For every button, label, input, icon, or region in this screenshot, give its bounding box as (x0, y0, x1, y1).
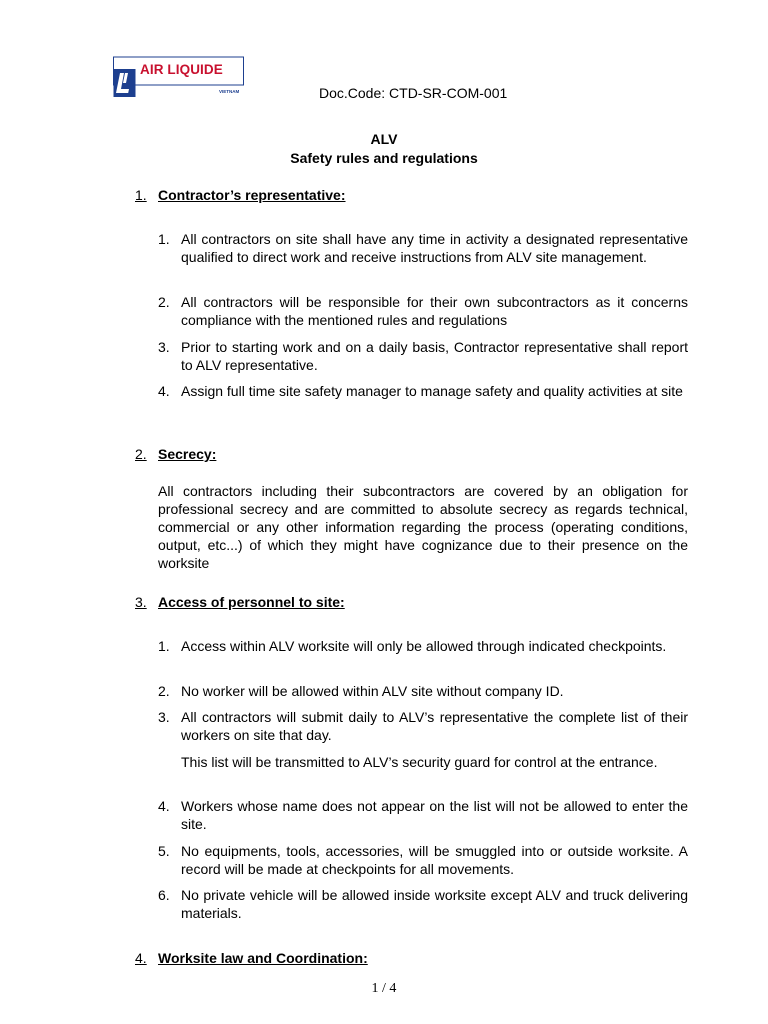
list-item (158, 682, 688, 700)
list-item (158, 797, 688, 833)
list-item (158, 886, 688, 922)
section-number: 1. (135, 187, 147, 203)
section-number: 4. (135, 950, 147, 966)
list-item-number: 6. (158, 887, 170, 903)
list-item-text: Access within ALV worksite will only be allowed through indicated checkpoints. (181, 638, 667, 654)
list-item (158, 708, 688, 744)
section-heading-secrecy (135, 445, 216, 463)
list-item (158, 382, 688, 400)
list-item-text: Prior to starting work and on a daily basis, Contractor representative shall report to ALV representative. (181, 339, 688, 373)
air-liquide-logo (113, 56, 245, 98)
section-number: 2. (135, 446, 147, 462)
doc-code: Doc.Code: CTD-SR-COM-001 (319, 85, 508, 101)
list-item-continuation: This list will be transmitted to ALV’s security guard for control at the entrance. (181, 754, 658, 770)
list-item (158, 338, 688, 374)
section-number: 3. (135, 594, 147, 610)
list-item-text: No private vehicle will be allowed inside worksite except ALV and truck delivering materials. (181, 887, 688, 921)
section-heading-worksite-law (135, 949, 368, 967)
section-title: Contractor’s representative: (158, 187, 346, 203)
section-title: Worksite law and Coordination: (158, 950, 368, 966)
list-item-text: Assign full time site safety manager to manage safety and quality activities at site (181, 383, 683, 399)
list-item-number: 5. (158, 843, 170, 859)
section-heading-contractor-representative (135, 186, 346, 204)
list-item-number: 2. (158, 683, 170, 699)
list-item-number: 1. (158, 638, 170, 654)
list-item-number: 1. (158, 231, 170, 247)
list-item-number: 3. (158, 709, 170, 725)
logo-wordmark: AIR LIQUIDE (140, 62, 223, 77)
list-item-number: 2. (158, 294, 170, 310)
list-item-number: 4. (158, 383, 170, 399)
secrecy-paragraph: All contractors including their subcontractors are covered by an obligation for professional secrecy and are committed to absolute secrecy as regards technical, commercial or any other information regarding the process (operating conditions, output, etc...) of which they might have cognizance due to their presence on the worksite (158, 483, 688, 571)
section-title: Access of personnel to site: (158, 594, 345, 610)
logo-subtext: VIETNAM (219, 89, 240, 94)
list-item-number: 3. (158, 339, 170, 355)
list-item-text: All contractors will submit daily to ALV’s representative the complete list of their workers on site that day. (181, 709, 688, 743)
document-subtitle: Safety rules and regulations (290, 150, 478, 166)
section-title: Secrecy: (158, 446, 217, 462)
section-heading-access-of-personnel (135, 593, 345, 611)
list-item (158, 842, 688, 878)
list-item-text: All contractors on site shall have any time in activity a designated representative qualified to direct work and receive instructions from ALV site management. (181, 231, 688, 265)
list-item (158, 293, 688, 329)
list-item (158, 637, 688, 655)
list-item-number: 4. (158, 798, 170, 814)
list-item-text: Workers whose name does not appear on the list will not be allowed to enter the site. (181, 798, 688, 832)
list-item-text: No worker will be allowed within ALV site without company ID. (181, 683, 564, 699)
list-item-text: No equipments, tools, accessories, will be smuggled into or outside worksite. A record will be made at checkpoints for all movements. (181, 843, 688, 877)
document-title: ALV (370, 131, 398, 147)
list-item (158, 230, 688, 266)
list-item-text: All contractors will be responsible for their own subcontractors as it concerns compliance with the mentioned rules and regulations (181, 294, 688, 328)
page-number: 1 / 4 (371, 981, 397, 996)
